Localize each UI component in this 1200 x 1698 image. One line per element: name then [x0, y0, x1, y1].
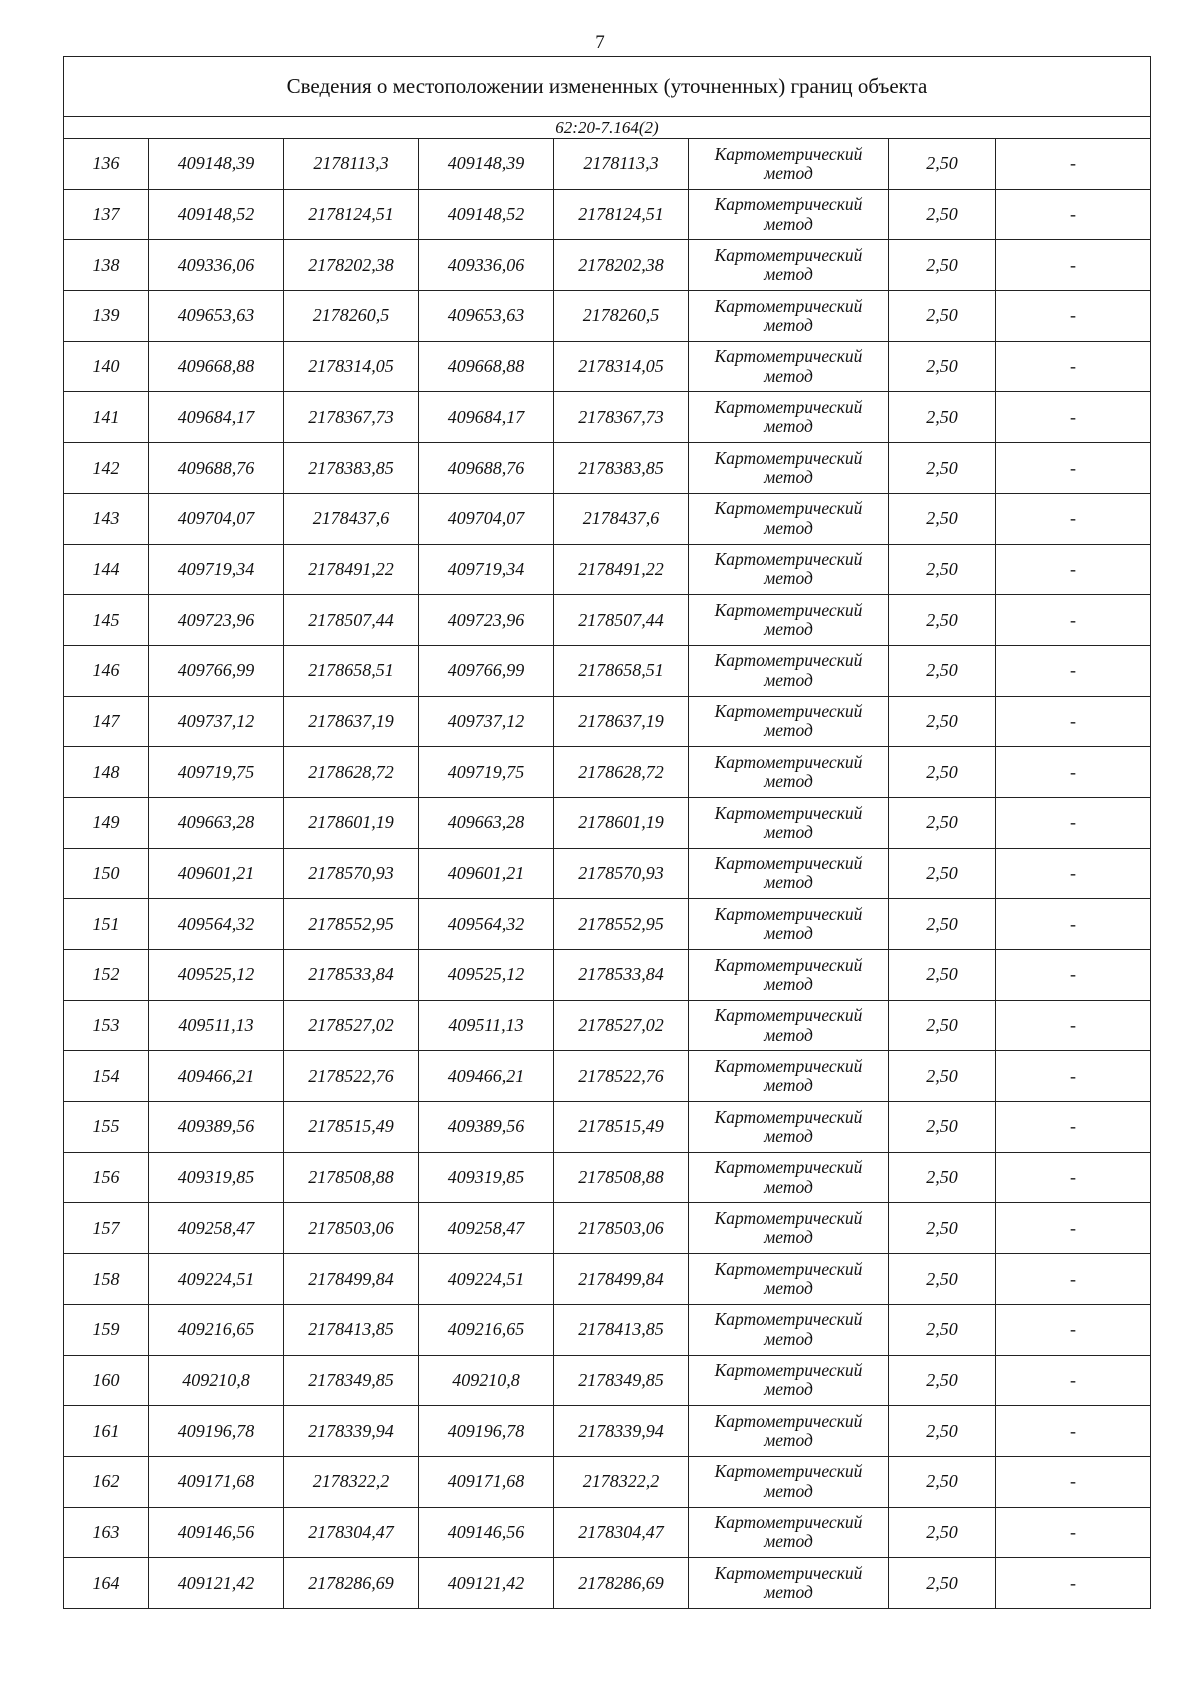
- existing-x-cell: 409719,34: [149, 544, 284, 595]
- table-row: [64, 341, 1151, 392]
- refined-x-cell: 409688,76: [419, 443, 554, 494]
- existing-y-cell: 2178491,22: [284, 544, 419, 595]
- accuracy-cell: 2,50: [889, 1558, 996, 1609]
- accuracy-cell: 2,50: [889, 899, 996, 950]
- refined-y-cell: 2178552,95: [554, 899, 689, 950]
- refined-x-cell: 409196,78: [419, 1406, 554, 1457]
- table-row: [64, 1558, 1151, 1609]
- point-number-cell: 147: [64, 696, 149, 747]
- existing-x-cell: 409171,68: [149, 1456, 284, 1507]
- existing-x-cell: 409466,21: [149, 1051, 284, 1102]
- method-cell: Картометрический метод: [689, 1456, 889, 1507]
- note-cell: -: [996, 1456, 1151, 1507]
- refined-x-cell: 409148,52: [419, 189, 554, 240]
- note-cell: -: [996, 595, 1151, 646]
- accuracy-cell: 2,50: [889, 1304, 996, 1355]
- method-cell: Картометрический метод: [689, 797, 889, 848]
- refined-y-cell: 2178507,44: [554, 595, 689, 646]
- point-number-cell: 162: [64, 1456, 149, 1507]
- existing-x-cell: 409148,52: [149, 189, 284, 240]
- method-cell: Картометрический метод: [689, 747, 889, 798]
- existing-y-cell: 2178124,51: [284, 189, 419, 240]
- existing-y-cell: 2178437,6: [284, 493, 419, 544]
- refined-x-cell: 409224,51: [419, 1254, 554, 1305]
- existing-x-cell: 409210,8: [149, 1355, 284, 1406]
- refined-x-cell: 409216,65: [419, 1304, 554, 1355]
- point-number-cell: 152: [64, 950, 149, 1001]
- accuracy-cell: 2,50: [889, 645, 996, 696]
- existing-y-cell: 2178658,51: [284, 645, 419, 696]
- method-cell: Картометрический метод: [689, 392, 889, 443]
- accuracy-cell: 2,50: [889, 392, 996, 443]
- accuracy-cell: 2,50: [889, 1203, 996, 1254]
- existing-y-cell: 2178507,44: [284, 595, 419, 646]
- accuracy-cell: 2,50: [889, 240, 996, 291]
- note-cell: -: [996, 1203, 1151, 1254]
- existing-y-cell: 2178339,94: [284, 1406, 419, 1457]
- note-cell: -: [996, 645, 1151, 696]
- existing-x-cell: 409653,63: [149, 291, 284, 342]
- accuracy-cell: 2,50: [889, 1000, 996, 1051]
- point-number-cell: 149: [64, 797, 149, 848]
- table-row: [64, 189, 1151, 240]
- table-row: [64, 443, 1151, 494]
- existing-y-cell: 2178499,84: [284, 1254, 419, 1305]
- refined-x-cell: 409148,39: [419, 139, 554, 190]
- accuracy-cell: 2,50: [889, 848, 996, 899]
- table-body: [64, 57, 1151, 1609]
- accuracy-cell: 2,50: [889, 1152, 996, 1203]
- boundary-coordinates-table: [63, 56, 1151, 1609]
- table-row: [64, 899, 1151, 950]
- note-cell: -: [996, 240, 1151, 291]
- method-cell: Картометрический метод: [689, 493, 889, 544]
- accuracy-cell: 2,50: [889, 443, 996, 494]
- refined-x-cell: 409466,21: [419, 1051, 554, 1102]
- table-row: [64, 1406, 1151, 1457]
- existing-x-cell: 409688,76: [149, 443, 284, 494]
- note-cell: -: [996, 1558, 1151, 1609]
- refined-y-cell: 2178260,5: [554, 291, 689, 342]
- refined-y-cell: 2178628,72: [554, 747, 689, 798]
- refined-x-cell: 409663,28: [419, 797, 554, 848]
- accuracy-cell: 2,50: [889, 1406, 996, 1457]
- table-row: [64, 291, 1151, 342]
- refined-x-cell: 409723,96: [419, 595, 554, 646]
- existing-x-cell: 409525,12: [149, 950, 284, 1001]
- accuracy-cell: 2,50: [889, 493, 996, 544]
- point-number-cell: 157: [64, 1203, 149, 1254]
- accuracy-cell: 2,50: [889, 696, 996, 747]
- table-row: [64, 493, 1151, 544]
- note-cell: -: [996, 443, 1151, 494]
- existing-y-cell: 2178260,5: [284, 291, 419, 342]
- existing-y-cell: 2178383,85: [284, 443, 419, 494]
- refined-y-cell: 2178314,05: [554, 341, 689, 392]
- point-number-cell: 154: [64, 1051, 149, 1102]
- method-cell: Картометрический метод: [689, 341, 889, 392]
- method-cell: Картометрический метод: [689, 443, 889, 494]
- note-cell: -: [996, 1102, 1151, 1153]
- point-number-cell: 141: [64, 392, 149, 443]
- refined-y-cell: 2178304,47: [554, 1507, 689, 1558]
- existing-x-cell: 409719,75: [149, 747, 284, 798]
- table-row: [64, 595, 1151, 646]
- accuracy-cell: 2,50: [889, 950, 996, 1001]
- existing-x-cell: 409704,07: [149, 493, 284, 544]
- accuracy-cell: 2,50: [889, 189, 996, 240]
- point-number-cell: 155: [64, 1102, 149, 1153]
- accuracy-cell: 2,50: [889, 1102, 996, 1153]
- existing-y-cell: 2178113,3: [284, 139, 419, 190]
- table-row: [64, 747, 1151, 798]
- method-cell: Картометрический метод: [689, 1355, 889, 1406]
- note-cell: -: [996, 544, 1151, 595]
- refined-y-cell: 2178349,85: [554, 1355, 689, 1406]
- existing-y-cell: 2178552,95: [284, 899, 419, 950]
- note-cell: -: [996, 1355, 1151, 1406]
- existing-x-cell: 409258,47: [149, 1203, 284, 1254]
- note-cell: -: [996, 139, 1151, 190]
- note-cell: -: [996, 950, 1151, 1001]
- table-row: [64, 544, 1151, 595]
- point-number-cell: 148: [64, 747, 149, 798]
- method-cell: Картометрический метод: [689, 1406, 889, 1457]
- method-cell: Картометрический метод: [689, 1304, 889, 1355]
- refined-x-cell: 409684,17: [419, 392, 554, 443]
- table-row: [64, 1304, 1151, 1355]
- existing-y-cell: 2178367,73: [284, 392, 419, 443]
- existing-x-cell: 409723,96: [149, 595, 284, 646]
- refined-x-cell: 409258,47: [419, 1203, 554, 1254]
- refined-x-cell: 409319,85: [419, 1152, 554, 1203]
- note-cell: -: [996, 1507, 1151, 1558]
- refined-x-cell: 409564,32: [419, 899, 554, 950]
- table-row: [64, 240, 1151, 291]
- existing-x-cell: 409511,13: [149, 1000, 284, 1051]
- point-number-cell: 145: [64, 595, 149, 646]
- table-row: [64, 139, 1151, 190]
- method-cell: Картометрический метод: [689, 1203, 889, 1254]
- table-row: [64, 1203, 1151, 1254]
- accuracy-cell: 2,50: [889, 341, 996, 392]
- existing-x-cell: 409564,32: [149, 899, 284, 950]
- refined-x-cell: 409601,21: [419, 848, 554, 899]
- method-cell: Картометрический метод: [689, 291, 889, 342]
- refined-x-cell: 409766,99: [419, 645, 554, 696]
- existing-y-cell: 2178503,06: [284, 1203, 419, 1254]
- existing-x-cell: 409319,85: [149, 1152, 284, 1203]
- point-number-cell: 137: [64, 189, 149, 240]
- accuracy-cell: 2,50: [889, 544, 996, 595]
- refined-x-cell: 409389,56: [419, 1102, 554, 1153]
- existing-y-cell: 2178601,19: [284, 797, 419, 848]
- method-cell: Картометрический метод: [689, 1152, 889, 1203]
- refined-x-cell: 409146,56: [419, 1507, 554, 1558]
- existing-x-cell: 409146,56: [149, 1507, 284, 1558]
- table-row: [64, 1355, 1151, 1406]
- method-cell: Картометрический метод: [689, 1507, 889, 1558]
- refined-y-cell: 2178527,02: [554, 1000, 689, 1051]
- refined-y-cell: 2178503,06: [554, 1203, 689, 1254]
- table-row: [64, 1254, 1151, 1305]
- note-cell: -: [996, 1000, 1151, 1051]
- existing-x-cell: 409224,51: [149, 1254, 284, 1305]
- point-number-cell: 163: [64, 1507, 149, 1558]
- table-row: [64, 1000, 1151, 1051]
- method-cell: Картометрический метод: [689, 544, 889, 595]
- point-number-cell: 143: [64, 493, 149, 544]
- refined-x-cell: 409668,88: [419, 341, 554, 392]
- note-cell: -: [996, 1254, 1151, 1305]
- note-cell: -: [996, 341, 1151, 392]
- point-number-cell: 164: [64, 1558, 149, 1609]
- existing-y-cell: 2178314,05: [284, 341, 419, 392]
- existing-x-cell: 409684,17: [149, 392, 284, 443]
- existing-y-cell: 2178628,72: [284, 747, 419, 798]
- point-number-cell: 161: [64, 1406, 149, 1457]
- existing-y-cell: 2178522,76: [284, 1051, 419, 1102]
- method-cell: Картометрический метод: [689, 899, 889, 950]
- point-number-cell: 142: [64, 443, 149, 494]
- method-cell: Картометрический метод: [689, 189, 889, 240]
- method-cell: Картометрический метод: [689, 1102, 889, 1153]
- existing-y-cell: 2178349,85: [284, 1355, 419, 1406]
- refined-y-cell: 2178658,51: [554, 645, 689, 696]
- existing-x-cell: 409601,21: [149, 848, 284, 899]
- refined-x-cell: 409525,12: [419, 950, 554, 1001]
- refined-y-cell: 2178491,22: [554, 544, 689, 595]
- point-number-cell: 159: [64, 1304, 149, 1355]
- refined-x-cell: 409737,12: [419, 696, 554, 747]
- method-cell: Картометрический метод: [689, 950, 889, 1001]
- accuracy-cell: 2,50: [889, 747, 996, 798]
- table-row: [64, 696, 1151, 747]
- table-row: [64, 848, 1151, 899]
- table-row: [64, 1456, 1151, 1507]
- table-row: [64, 645, 1151, 696]
- existing-y-cell: 2178515,49: [284, 1102, 419, 1153]
- table-row: [64, 1051, 1151, 1102]
- accuracy-cell: 2,50: [889, 797, 996, 848]
- table-title-row: [64, 57, 1151, 117]
- refined-y-cell: 2178637,19: [554, 696, 689, 747]
- method-cell: Картометрический метод: [689, 696, 889, 747]
- refined-y-cell: 2178413,85: [554, 1304, 689, 1355]
- point-number-cell: 136: [64, 139, 149, 190]
- point-number-cell: 156: [64, 1152, 149, 1203]
- method-cell: Картометрический метод: [689, 1254, 889, 1305]
- existing-y-cell: 2178570,93: [284, 848, 419, 899]
- existing-x-cell: 409766,99: [149, 645, 284, 696]
- refined-y-cell: 2178533,84: [554, 950, 689, 1001]
- existing-y-cell: 2178202,38: [284, 240, 419, 291]
- table-title: Сведения о местоположении измененных (уточненных) границ объекта: [64, 57, 1151, 117]
- existing-x-cell: 409668,88: [149, 341, 284, 392]
- refined-x-cell: 409171,68: [419, 1456, 554, 1507]
- note-cell: -: [996, 1051, 1151, 1102]
- table-row: [64, 950, 1151, 1001]
- refined-y-cell: 2178339,94: [554, 1406, 689, 1457]
- accuracy-cell: 2,50: [889, 291, 996, 342]
- note-cell: -: [996, 493, 1151, 544]
- page-number: 7: [595, 32, 605, 53]
- method-cell: Картометрический метод: [689, 1051, 889, 1102]
- note-cell: -: [996, 797, 1151, 848]
- table-row: [64, 1152, 1151, 1203]
- method-cell: Картометрический метод: [689, 645, 889, 696]
- existing-x-cell: 409663,28: [149, 797, 284, 848]
- note-cell: -: [996, 899, 1151, 950]
- existing-y-cell: 2178533,84: [284, 950, 419, 1001]
- existing-x-cell: 409336,06: [149, 240, 284, 291]
- refined-x-cell: 409704,07: [419, 493, 554, 544]
- refined-x-cell: 409210,8: [419, 1355, 554, 1406]
- refined-x-cell: 409653,63: [419, 291, 554, 342]
- refined-y-cell: 2178570,93: [554, 848, 689, 899]
- refined-y-cell: 2178499,84: [554, 1254, 689, 1305]
- existing-x-cell: 409196,78: [149, 1406, 284, 1457]
- refined-y-cell: 2178286,69: [554, 1558, 689, 1609]
- note-cell: -: [996, 189, 1151, 240]
- point-number-cell: 150: [64, 848, 149, 899]
- existing-y-cell: 2178637,19: [284, 696, 419, 747]
- refined-y-cell: 2178113,3: [554, 139, 689, 190]
- note-cell: -: [996, 1406, 1151, 1457]
- refined-x-cell: 409121,42: [419, 1558, 554, 1609]
- note-cell: -: [996, 848, 1151, 899]
- accuracy-cell: 2,50: [889, 1254, 996, 1305]
- table-row: [64, 797, 1151, 848]
- object-id: 62:20-7.164(2): [64, 117, 1151, 139]
- method-cell: Картометрический метод: [689, 1000, 889, 1051]
- table-row: [64, 1507, 1151, 1558]
- refined-y-cell: 2178322,2: [554, 1456, 689, 1507]
- refined-y-cell: 2178522,76: [554, 1051, 689, 1102]
- accuracy-cell: 2,50: [889, 1507, 996, 1558]
- point-number-cell: 144: [64, 544, 149, 595]
- point-number-cell: 151: [64, 899, 149, 950]
- table-row: [64, 392, 1151, 443]
- refined-y-cell: 2178508,88: [554, 1152, 689, 1203]
- refined-y-cell: 2178202,38: [554, 240, 689, 291]
- point-number-cell: 139: [64, 291, 149, 342]
- accuracy-cell: 2,50: [889, 1456, 996, 1507]
- method-cell: Картометрический метод: [689, 595, 889, 646]
- note-cell: -: [996, 696, 1151, 747]
- existing-y-cell: 2178286,69: [284, 1558, 419, 1609]
- accuracy-cell: 2,50: [889, 1051, 996, 1102]
- note-cell: -: [996, 392, 1151, 443]
- accuracy-cell: 2,50: [889, 1355, 996, 1406]
- point-number-cell: 140: [64, 341, 149, 392]
- point-number-cell: 158: [64, 1254, 149, 1305]
- method-cell: Картометрический метод: [689, 139, 889, 190]
- point-number-cell: 153: [64, 1000, 149, 1051]
- method-cell: Картометрический метод: [689, 848, 889, 899]
- note-cell: -: [996, 1152, 1151, 1203]
- note-cell: -: [996, 747, 1151, 798]
- existing-x-cell: 409216,65: [149, 1304, 284, 1355]
- point-number-cell: 146: [64, 645, 149, 696]
- refined-y-cell: 2178367,73: [554, 392, 689, 443]
- refined-x-cell: 409719,75: [419, 747, 554, 798]
- existing-y-cell: 2178413,85: [284, 1304, 419, 1355]
- note-cell: -: [996, 1304, 1151, 1355]
- existing-x-cell: 409148,39: [149, 139, 284, 190]
- refined-x-cell: 409719,34: [419, 544, 554, 595]
- existing-y-cell: 2178527,02: [284, 1000, 419, 1051]
- method-cell: Картометрический метод: [689, 1558, 889, 1609]
- refined-y-cell: 2178515,49: [554, 1102, 689, 1153]
- point-number-cell: 160: [64, 1355, 149, 1406]
- object-id-row: [64, 117, 1151, 139]
- accuracy-cell: 2,50: [889, 595, 996, 646]
- table-row: [64, 1102, 1151, 1153]
- existing-y-cell: 2178322,2: [284, 1456, 419, 1507]
- point-number-cell: 138: [64, 240, 149, 291]
- existing-y-cell: 2178508,88: [284, 1152, 419, 1203]
- method-cell: Картометрический метод: [689, 240, 889, 291]
- existing-y-cell: 2178304,47: [284, 1507, 419, 1558]
- existing-x-cell: 409389,56: [149, 1102, 284, 1153]
- existing-x-cell: 409121,42: [149, 1558, 284, 1609]
- refined-y-cell: 2178601,19: [554, 797, 689, 848]
- refined-y-cell: 2178383,85: [554, 443, 689, 494]
- existing-x-cell: 409737,12: [149, 696, 284, 747]
- note-cell: -: [996, 291, 1151, 342]
- refined-y-cell: 2178437,6: [554, 493, 689, 544]
- accuracy-cell: 2,50: [889, 139, 996, 190]
- refined-y-cell: 2178124,51: [554, 189, 689, 240]
- refined-x-cell: 409511,13: [419, 1000, 554, 1051]
- refined-x-cell: 409336,06: [419, 240, 554, 291]
